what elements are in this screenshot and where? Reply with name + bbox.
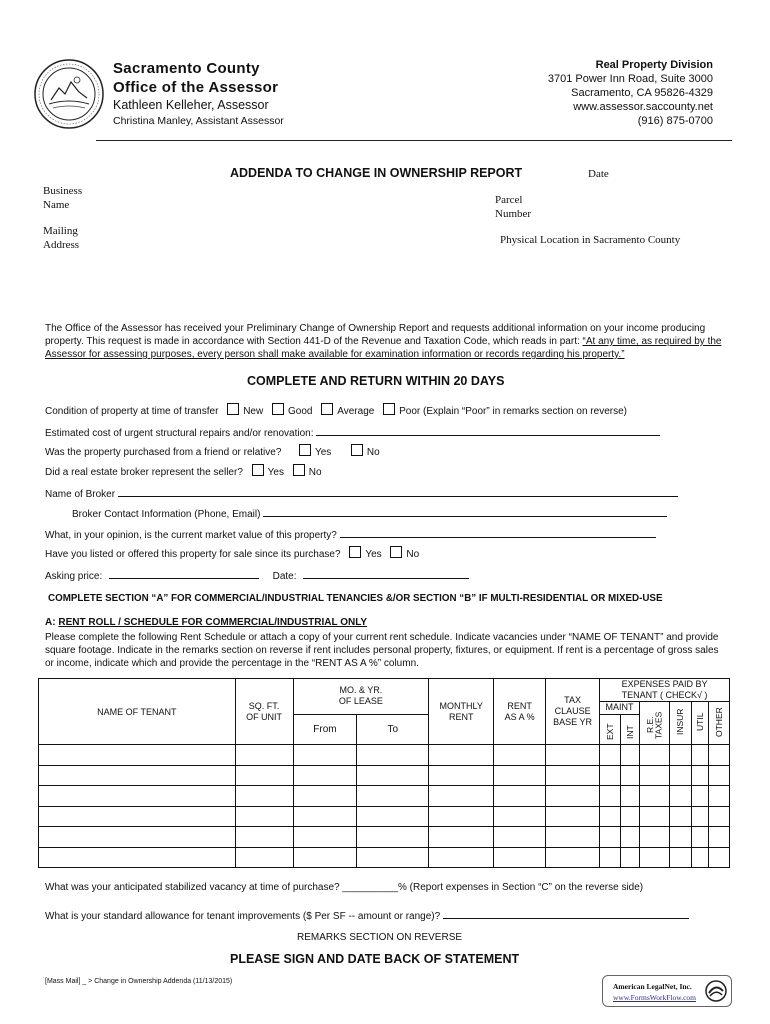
form-title: ADDENDA TO CHANGE IN OWNERSHIP REPORT — [230, 166, 523, 180]
average-label: Average — [337, 406, 375, 417]
col-expenses — [600, 679, 730, 702]
rent-schedule-cell[interactable] — [670, 765, 692, 786]
rent-schedule-row — [39, 806, 730, 827]
expenses-header-2: TENANT ( CHECK√ ) — [621, 690, 708, 700]
complete-heading: COMPLETE AND RETURN WITHIN 20 DAYS — [247, 374, 505, 388]
rent-schedule-cell[interactable] — [293, 806, 357, 827]
rent-schedule-cell[interactable] — [600, 786, 621, 807]
asking-price-input[interactable] — [109, 567, 259, 579]
address-line-2: Sacramento, CA 95826-4329 — [571, 87, 713, 99]
rent-schedule-cell[interactable] — [293, 786, 357, 807]
form-id: [Mass Mail] _ > Change in Ownership Addenda (11/13/2015) — [45, 978, 233, 985]
rent-schedule-row — [39, 847, 730, 868]
vacancy-label: What was your anticipated stabilized vacancy at time of purchase? — [45, 882, 340, 893]
to-header: To — [387, 723, 399, 735]
asking-date-label: Date: — [272, 571, 297, 582]
other-header: OTHER — [713, 707, 724, 737]
parcel-number-label — [495, 193, 531, 221]
rent-schedule-cell[interactable] — [357, 806, 429, 827]
broker-rep-row — [45, 464, 322, 478]
col-sqft — [235, 679, 293, 745]
listed-yes-checkbox[interactable] — [349, 546, 361, 558]
friend-row — [45, 444, 380, 458]
broker-name-label: Name of Broker — [45, 489, 116, 500]
from-header: From — [313, 723, 337, 735]
rent-schedule-cell[interactable] — [546, 806, 600, 827]
section-a-title-text: RENT ROLL / SCHEDULE FOR COMMERCIAL/INDUSTRIAL ONLY — [58, 617, 368, 628]
rent-schedule-table — [38, 678, 730, 868]
vacancy-input[interactable]: __________ — [342, 882, 399, 893]
lease-header-1: MO. & YR. — [339, 685, 383, 696]
rent-schedule-cell[interactable] — [39, 745, 236, 766]
col-rent-pct — [494, 679, 546, 745]
listed-yes-label: Yes — [365, 549, 382, 560]
col-other — [708, 702, 729, 745]
website: www.assessor.saccounty.net — [573, 101, 713, 113]
intro-quote: “At any time, as required by the Assessor for assessing purposes, every person shall make available for examination information or records regarding his property.” — [45, 336, 722, 360]
mailing-label-line2: Address — [43, 239, 80, 251]
rent-schedule-cell[interactable] — [39, 847, 236, 868]
county-name: Sacramento County — [113, 60, 260, 77]
rent-schedule-row — [39, 765, 730, 786]
rent-schedule-cell[interactable] — [235, 806, 293, 827]
poor-checkbox[interactable] — [383, 403, 395, 415]
broker-yes-checkbox[interactable] — [252, 464, 264, 476]
col-ext — [600, 714, 621, 744]
condition-row — [45, 403, 627, 417]
average-checkbox[interactable] — [321, 403, 333, 415]
assistant-assessor: Christina Manley, Assistant Assessor — [113, 115, 284, 127]
rent-schedule-cell[interactable] — [293, 827, 357, 848]
sqft-header-1: SQ. FT. — [248, 700, 280, 711]
vendor-badge — [602, 975, 732, 1007]
vendor-url: www.FormsWorkFlow.com — [613, 993, 697, 1002]
broker-rep-label: Did a real estate broker represent the seller? — [45, 467, 243, 478]
market-value-input[interactable] — [340, 526, 656, 538]
int-header: INT — [624, 725, 635, 739]
col-tax-clause — [546, 679, 600, 745]
rent-schedule-cell[interactable] — [546, 765, 600, 786]
rent-schedule-cell[interactable] — [546, 827, 600, 848]
header-rule — [96, 140, 732, 141]
new-checkbox[interactable] — [227, 403, 239, 415]
broker-no-label: No — [308, 467, 322, 478]
col-util — [691, 702, 708, 745]
ext-header: EXT — [604, 723, 615, 741]
assessor-name: Kathleen Kelleher, Assessor — [113, 98, 269, 112]
allowance-row — [45, 907, 689, 922]
rent-schedule-cell[interactable] — [235, 847, 293, 868]
rent-schedule-cell[interactable] — [670, 786, 692, 807]
section-a-prefix: A: — [45, 617, 59, 628]
mailing-address-label — [43, 224, 79, 252]
vendor-name: American LegalNet, Inc. — [613, 982, 692, 991]
rent-schedule-cell[interactable] — [429, 745, 494, 766]
rent-schedule-cell[interactable] — [494, 806, 546, 827]
office-name: Office of the Assessor — [113, 79, 279, 96]
rent-schedule-cell[interactable] — [640, 745, 670, 766]
rent-schedule-cell[interactable] — [691, 786, 708, 807]
rent-schedule-cell[interactable] — [546, 745, 600, 766]
market-value-row — [45, 526, 656, 541]
rent-schedule-cell[interactable] — [235, 745, 293, 766]
insur-header: INSUR — [675, 708, 686, 736]
re-header: R.E. — [645, 716, 656, 734]
asking-price-row — [45, 567, 469, 582]
broker-contact-row — [72, 505, 667, 520]
asking-price-label: Asking price: — [45, 571, 103, 582]
rent-schedule-row — [39, 786, 730, 807]
new-label: New — [243, 406, 264, 417]
rent-schedule-cell[interactable] — [691, 827, 708, 848]
rent-schedule-cell[interactable] — [621, 806, 640, 827]
rent-schedule-cell[interactable] — [293, 745, 357, 766]
header-contact — [548, 58, 713, 128]
section-a-instructions: Please complete the following Rent Schedule or attach a copy of your current rent schedule. Indicate vacancies under “NAME OF TENANT” and provide square footage. Indicate in the remarks section on reverse if rent includes personal property, fixtures, or equipment. If rent is a percentage of gross sales or income, indicate which and provide the percentage in the “RENT AS A %” column. — [45, 632, 719, 669]
rent-schedule-cell[interactable] — [600, 745, 621, 766]
rent-schedule-cell[interactable] — [39, 765, 236, 786]
rent-schedule-cell[interactable] — [235, 765, 293, 786]
rent-schedule-cell[interactable] — [293, 765, 357, 786]
rent-schedule-cell[interactable] — [39, 827, 236, 848]
rent-schedule-cell[interactable] — [429, 786, 494, 807]
poor-label: Poor (Explain “Poor” in remarks section on reverse) — [399, 406, 627, 417]
friend-no-label: No — [366, 447, 380, 458]
friend-no-checkbox[interactable] — [351, 444, 363, 456]
col-name-of-tenant — [39, 679, 236, 745]
sqft-header-2: OF UNIT — [246, 711, 283, 722]
address-line-1: 3701 Power Inn Road, Suite 3000 — [547, 73, 713, 85]
allowance-label: What is your standard allowance for tenant improvements ($ Per SF -- amount or range)? — [45, 911, 441, 922]
physical-location-label: Physical Location in Sacramento County — [500, 234, 681, 246]
rent-schedule-cell[interactable] — [494, 847, 546, 868]
rent-schedule-cell[interactable] — [640, 827, 670, 848]
allowance-input[interactable] — [443, 907, 689, 919]
maint-header: MAINT — [605, 702, 634, 713]
rent-schedule-cell[interactable] — [670, 745, 692, 766]
rent-schedule-cell[interactable] — [621, 745, 640, 766]
monthly-header-2: RENT — [448, 711, 474, 722]
col-int — [621, 714, 640, 744]
rent-schedule-cell[interactable] — [293, 847, 357, 868]
rent-schedule-cell[interactable] — [429, 806, 494, 827]
repairs-row — [45, 424, 660, 439]
listed-label: Have you listed or offered this property for sale since its purchase? — [45, 549, 341, 560]
rent-schedule-cell[interactable] — [708, 847, 729, 868]
rent-schedule-cell[interactable] — [708, 786, 729, 807]
util-header: UTIL — [694, 712, 705, 732]
repairs-input[interactable] — [316, 424, 660, 436]
parcel-label-line2: Number — [495, 208, 532, 220]
tax-header-2: CLAUSE — [554, 706, 591, 716]
division-name: Real Property Division — [595, 59, 713, 71]
rent-schedule-cell[interactable] — [670, 806, 692, 827]
rent-schedule-cell[interactable] — [708, 745, 729, 766]
rent-schedule-cell[interactable] — [640, 806, 670, 827]
friend-label: Was the property purchased from a friend or relative? — [45, 447, 282, 458]
condition-label: Condition of property at time of transfer — [45, 406, 219, 417]
rent-schedule-cell[interactable] — [235, 786, 293, 807]
rent-schedule-cell[interactable] — [546, 786, 600, 807]
rent-schedule-row — [39, 827, 730, 848]
rent-schedule-cell[interactable] — [494, 745, 546, 766]
rent-schedule-cell[interactable] — [708, 765, 729, 786]
friend-yes-label: Yes — [314, 447, 332, 458]
business-label-line2: Name — [43, 199, 70, 211]
rentpct-header-2: AS A % — [504, 711, 535, 722]
vacancy-row — [45, 882, 643, 893]
rent-schedule-cell[interactable] — [621, 827, 640, 848]
business-name-label — [43, 184, 82, 212]
col-insur — [670, 702, 692, 745]
section-a-title — [45, 617, 367, 628]
rentpct-header-1: RENT — [507, 700, 532, 711]
rent-schedule-cell[interactable] — [494, 765, 546, 786]
vendor-logo-icon — [704, 979, 728, 1003]
rent-schedule-cell[interactable] — [357, 765, 429, 786]
section-heading: COMPLETE SECTION “A” FOR COMMERCIAL/INDUSTRIAL TENANCIES &/OR SECTION “B” IF MULTI-RESIDENTIAL OR MIXED-USE — [48, 593, 663, 604]
rent-schedule-cell[interactable] — [600, 765, 621, 786]
rent-schedule-cell[interactable] — [691, 765, 708, 786]
rent-schedule-cell[interactable] — [429, 765, 494, 786]
col-lease — [293, 679, 429, 715]
rent-schedule-cell[interactable] — [621, 786, 640, 807]
lease-header-2: OF LEASE — [338, 696, 383, 707]
sign-heading: PLEASE SIGN AND DATE BACK OF STATEMENT — [230, 952, 520, 966]
repairs-label: Estimated cost of urgent structural repairs and/or renovation: — [45, 428, 314, 439]
monthly-header-1: MONTHLY — [439, 700, 483, 711]
rent-schedule-cell[interactable] — [39, 806, 236, 827]
rent-schedule-cell[interactable] — [708, 827, 729, 848]
mailing-label-line1: Mailing — [43, 225, 78, 237]
rent-schedule-cell[interactable] — [546, 847, 600, 868]
name-header: NAME OF TENANT — [97, 706, 177, 717]
rent-schedule-cell[interactable] — [670, 827, 692, 848]
rent-schedule-cell[interactable] — [429, 827, 494, 848]
rent-schedule-cell[interactable] — [494, 827, 546, 848]
vacancy-suffix: % (Report expenses in Section “C” on the reverse side) — [398, 882, 644, 893]
listed-no-checkbox[interactable] — [390, 546, 402, 558]
col-maint — [600, 702, 640, 715]
rent-schedule-cell[interactable] — [494, 786, 546, 807]
rent-schedule-cell[interactable] — [640, 786, 670, 807]
rent-schedule-cell[interactable] — [600, 806, 621, 827]
good-label: Good — [288, 406, 313, 417]
rent-schedule-cell[interactable] — [670, 847, 692, 868]
rent-schedule-cell[interactable] — [621, 765, 640, 786]
intro-paragraph — [45, 322, 728, 361]
friend-yes-checkbox[interactable] — [299, 444, 311, 456]
broker-yes-label: Yes — [267, 467, 284, 478]
rent-schedule-cell[interactable] — [708, 806, 729, 827]
rent-schedule-cell[interactable] — [357, 847, 429, 868]
rent-schedule-cell[interactable] — [691, 847, 708, 868]
rent-schedule-cell[interactable] — [429, 847, 494, 868]
rent-schedule-cell[interactable] — [235, 827, 293, 848]
col-from — [293, 714, 357, 744]
listed-row — [45, 546, 419, 560]
rent-schedule-cell[interactable] — [600, 827, 621, 848]
broker-contact-label: Broker Contact Information (Phone, Email) — [72, 509, 261, 520]
business-label-line1: Business — [43, 185, 83, 197]
parcel-label-line1: Parcel — [495, 194, 523, 206]
remarks-note: REMARKS SECTION ON REVERSE — [297, 932, 463, 943]
rent-schedule-row — [39, 745, 730, 766]
rent-schedule-cell[interactable] — [640, 847, 670, 868]
expenses-header-1: EXPENSES PAID BY — [621, 679, 708, 689]
listed-no-label: No — [406, 549, 420, 560]
rent-schedule-cell[interactable] — [357, 745, 429, 766]
tax-header-1: TAX — [564, 695, 581, 705]
good-checkbox[interactable] — [272, 403, 284, 415]
rent-schedule-cell[interactable] — [640, 765, 670, 786]
col-monthly-rent — [429, 679, 494, 745]
broker-name-row — [45, 485, 678, 500]
asking-date-input[interactable] — [303, 567, 469, 579]
rent-schedule-cell[interactable] — [600, 847, 621, 868]
col-re-taxes — [640, 702, 670, 745]
date-label: Date — [588, 168, 609, 180]
rent-schedule-cell[interactable] — [357, 827, 429, 848]
rent-schedule-cell[interactable] — [691, 806, 708, 827]
taxes-header: TAXES — [653, 711, 664, 739]
broker-no-checkbox[interactable] — [293, 464, 305, 476]
rent-schedule-cell[interactable] — [621, 847, 640, 868]
rent-schedule-cell[interactable] — [691, 745, 708, 766]
intro-text: The Office of the Assessor has received your Preliminary Change of Ownership Report and requests additional information on your income producing property. This request is made in accordance with Section 441-D of the Revenue and Taxation Code, which reads in part: — [45, 323, 706, 347]
broker-name-input[interactable] — [118, 485, 678, 497]
rent-schedule-cell[interactable] — [357, 786, 429, 807]
tax-header-3: BASE YR — [553, 717, 593, 727]
market-value-label: What, in your opinion, is the current market value of this property? — [45, 530, 337, 541]
rent-schedule-cell[interactable] — [39, 786, 236, 807]
broker-contact-input[interactable] — [263, 505, 667, 517]
phone: (916) 875-0700 — [637, 115, 713, 127]
col-to — [357, 714, 429, 744]
county-seal — [33, 58, 105, 130]
